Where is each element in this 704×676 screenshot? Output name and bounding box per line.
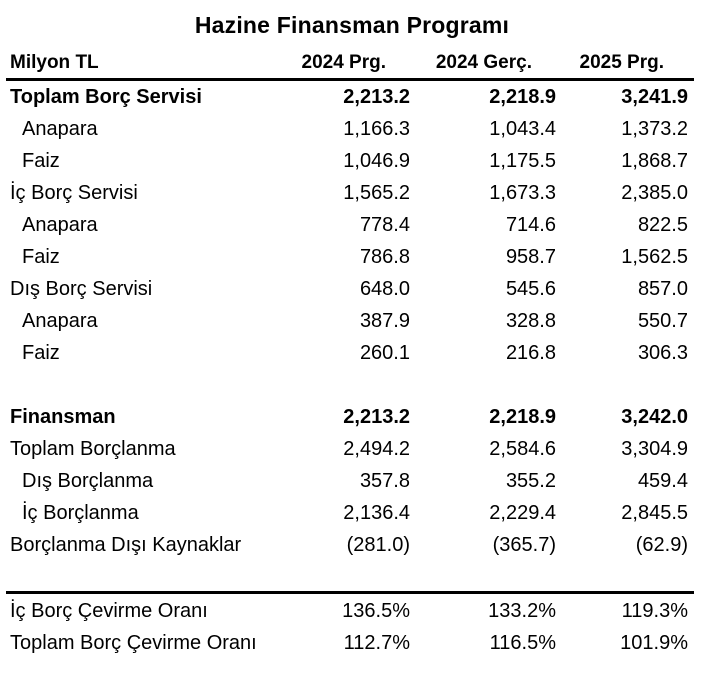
value-2025-program: 101.9% <box>620 632 688 654</box>
value-2025-program: 2,385.0 <box>621 182 688 204</box>
row-label: Faiz <box>22 150 60 172</box>
value-2025-program: 550.7 <box>637 310 688 332</box>
value-2024-actual: 2,584.6 <box>489 438 556 460</box>
value-2024-actual: 116.5% <box>489 632 556 654</box>
value-2024-actual: 328.8 <box>505 310 556 332</box>
row-label: Toplam Borç Çevirme Oranı <box>10 632 257 654</box>
row-label: İç Borç Servisi <box>10 182 138 204</box>
table-row-domestic-debt-service <box>0 177 704 209</box>
table-row-external-debt-service <box>0 273 704 305</box>
table-row-financing <box>0 401 704 433</box>
table-row-external-borrowing <box>0 465 704 497</box>
header-row <box>0 47 704 79</box>
value-2024-program: 357.8 <box>359 470 410 492</box>
row-label: Dış Borçlanma <box>22 470 154 492</box>
section-rule <box>6 591 694 594</box>
value-2024-program: 648.0 <box>359 278 410 300</box>
value-2024-actual: 133.2% <box>488 600 556 622</box>
table-row-principal <box>0 113 704 145</box>
unit-header: Milyon TL <box>10 52 99 73</box>
value-2025-program: 459.4 <box>637 470 688 492</box>
value-2024-program: 112.7% <box>343 632 410 654</box>
row-label: İç Borçlanma <box>22 502 139 524</box>
value-2025-program: 822.5 <box>637 214 688 236</box>
value-2024-program: 778.4 <box>359 214 410 236</box>
value-2024-actual: 1,175.5 <box>489 150 556 172</box>
value-2025-program: 2,845.5 <box>621 502 688 524</box>
row-label: Dış Borç Servisi <box>10 278 153 300</box>
value-2024-actual: 545.6 <box>505 278 556 300</box>
col-header-2024-actual: 2024 Gerç. <box>435 52 532 73</box>
value-2024-actual: 1,673.3 <box>489 182 556 204</box>
value-2025-program: 1,373.2 <box>621 118 688 140</box>
row-label: Faiz <box>22 342 60 364</box>
row-label: Toplam Borç Servisi <box>10 86 202 108</box>
value-2024-program: 2,494.2 <box>343 438 410 460</box>
value-2024-actual: 216.8 <box>505 342 556 364</box>
value-2024-actual: 714.6 <box>505 214 556 236</box>
table-row-total-debt-service <box>0 81 704 113</box>
table-row-interest <box>0 241 704 273</box>
value-2024-actual: 2,218.9 <box>489 406 556 428</box>
value-2024-actual: 2,229.4 <box>489 502 556 524</box>
value-2024-actual: 1,043.4 <box>489 118 556 140</box>
table-row-total-rollover-ratio <box>0 627 704 659</box>
value-2024-program: 2,213.2 <box>343 406 410 428</box>
table-row-non-borrowing-resources <box>0 529 704 561</box>
row-label: Anapara <box>22 214 98 236</box>
value-2025-program: 3,304.9 <box>621 438 688 460</box>
row-label: Anapara <box>22 118 98 140</box>
table-row-principal <box>0 305 704 337</box>
value-2024-actual: 355.2 <box>505 470 556 492</box>
value-2024-actual: (365.7) <box>492 534 556 556</box>
value-2024-actual: 2,218.9 <box>489 86 556 108</box>
value-2024-program: 260.1 <box>359 342 410 364</box>
value-2024-program: 1,166.3 <box>343 118 410 140</box>
value-2024-program: 1,046.9 <box>343 150 410 172</box>
col-header-2025-program: 2025 Prg. <box>579 52 664 73</box>
value-2025-program: 3,242.0 <box>621 406 688 428</box>
value-2025-program: 1,562.5 <box>621 246 688 268</box>
row-label: Anapara <box>22 310 98 332</box>
row-label: Finansman <box>10 406 116 428</box>
value-2025-program: 857.0 <box>637 278 688 300</box>
row-label: Faiz <box>22 246 60 268</box>
value-2025-program: 119.3% <box>621 600 688 622</box>
value-2025-program: (62.9) <box>635 534 688 556</box>
value-2024-program: 2,136.4 <box>343 502 410 524</box>
table-row-total-borrowing <box>0 433 704 465</box>
table-title: Hazine Finansman Programı <box>194 12 510 38</box>
value-2024-program: 1,565.2 <box>343 182 410 204</box>
col-header-2024-program: 2024 Prg. <box>301 52 386 73</box>
value-2024-program: 2,213.2 <box>343 86 410 108</box>
value-2024-program: (281.0) <box>346 534 410 556</box>
row-label: Toplam Borçlanma <box>10 438 176 460</box>
table-row-interest <box>0 337 704 369</box>
value-2024-program: 786.8 <box>359 246 410 268</box>
row-label: İç Borç Çevirme Oranı <box>10 600 208 622</box>
value-2024-program: 136.5% <box>342 600 410 622</box>
value-2024-program: 387.9 <box>359 310 410 332</box>
row-label: Borçlanma Dışı Kaynaklar <box>10 534 242 556</box>
table-row-domestic-borrowing <box>0 497 704 529</box>
table-row-domestic-rollover-ratio <box>0 595 704 627</box>
value-2025-program: 1,868.7 <box>621 150 688 172</box>
table-row-interest <box>0 145 704 177</box>
value-2024-actual: 958.7 <box>505 246 556 268</box>
value-2025-program: 3,241.9 <box>621 86 688 108</box>
table-row-principal <box>0 209 704 241</box>
value-2025-program: 306.3 <box>637 342 688 364</box>
